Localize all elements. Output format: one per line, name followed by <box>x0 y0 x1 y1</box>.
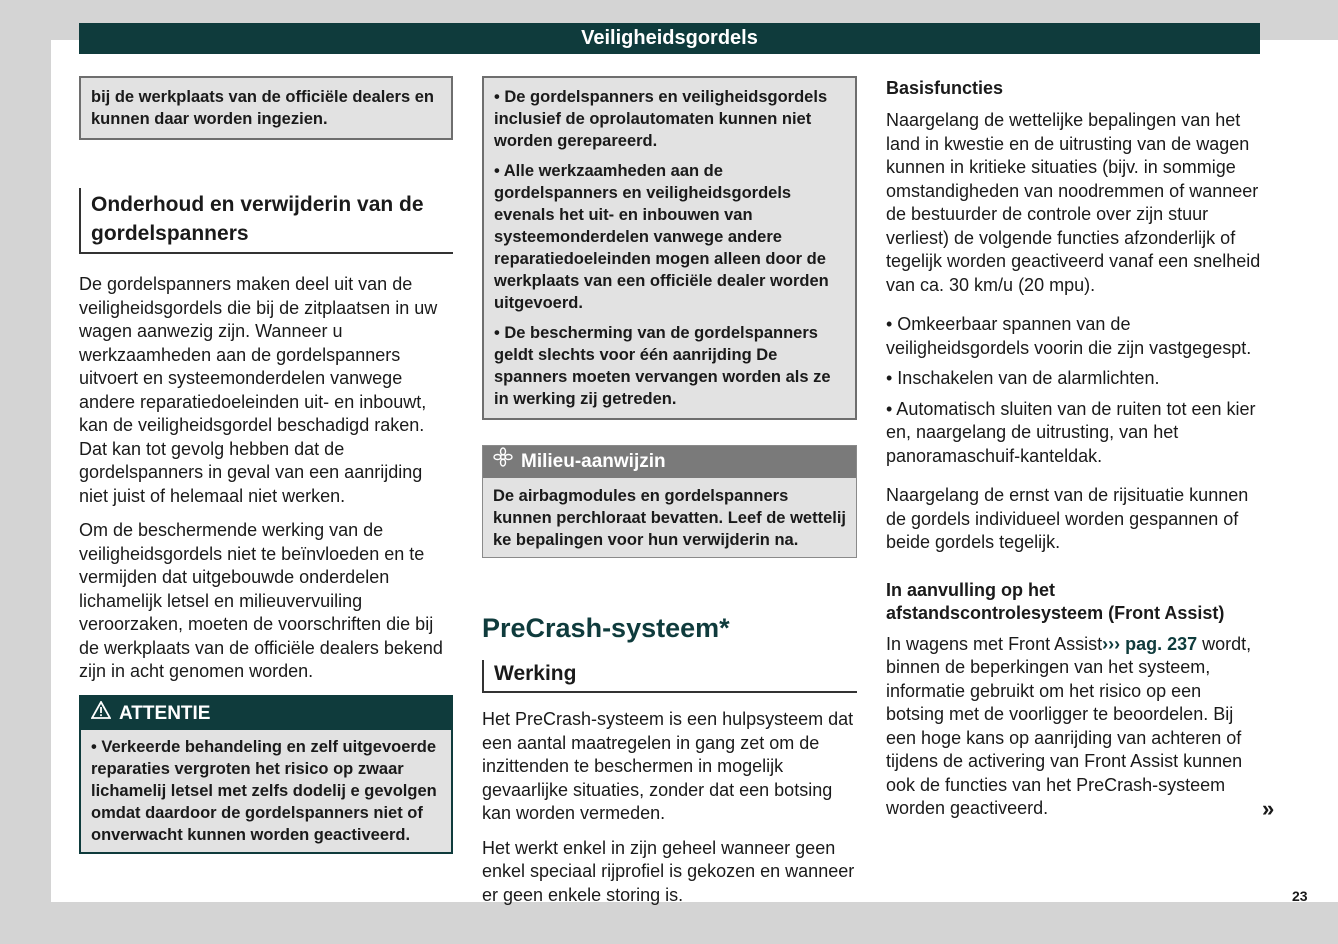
section-title-precrash: PreCrash-systeem* <box>482 613 730 643</box>
operation-paragraph-2: Het werkt enkel in zijn geheel wanneer geen enkel speciaal rijprofiel is gekozen en wanneer er geen enkele storing is. <box>482 837 855 905</box>
continued-note-box <box>79 76 453 140</box>
warning-triangle-icon <box>91 697 111 730</box>
subsection-title-operation: Werking <box>482 660 857 693</box>
operation-paragraph-1: Het PreCrash-systeem is een hulpsysteem dat een aantal maatregelen in gang zet om de inzittenden te beschermen in mogelijk gevaarlijke situaties, zonder dat een botsing kan worden vermeden. <box>482 709 854 823</box>
tensioning-paragraph: Naargelang de ernst van de rijsituatie kunnen de gordels individueel worden gespannen of beide gordels tegelijk. <box>886 485 1249 552</box>
maintenance-paragraph-2: Om de beschermende werking van de veiligheidsgordels niet te beïnvloeden en te vermijden dat uitgebouwde onderdelen lichamelijk letsel en milieuvervuiling veroorzaken, moeten de voorschriften die bij de werkplaats van de officiële dealers bekend zijn in acht genomen worden. <box>79 520 443 681</box>
column-middle <box>482 76 857 918</box>
warning-header <box>81 697 451 730</box>
function-list-item: • Omkeerbaar spannen van de veiligheidsgordels voorin die zijn vastgegespt. <box>886 314 1252 358</box>
flower-icon <box>493 446 513 478</box>
page-reference-arrows: ››› <box>1102 633 1121 654</box>
basic-functions-heading: Basisfuncties <box>886 78 1004 98</box>
basic-functions-paragraph: Naargelang de wettelijke bepalingen van het land in kwestie en de uitrusting van de wagen kunnen in kritieke situaties (bijv. in sommige omstandigheden van noodremmen of wanneer de bestuurder de controle over zijn stuur verliest) de volgende functies afzonderlijk of tegelijk worden geactiveerd vanaf een snelheid van ca. 30 km/u (20 mpu). <box>886 110 1261 295</box>
warning-box <box>79 695 453 854</box>
function-list-item: • Automatisch sluiten van de ruiten tot een kier en, naargelang de uitrusting, van het panoramaschuif-kanteldak. <box>886 398 1256 466</box>
environment-box <box>482 445 857 558</box>
function-list-item: • Inschakelen van de alarmlichten. <box>886 368 1160 388</box>
page-reference-link[interactable]: pag. 237 <box>1125 633 1198 654</box>
front-assist-heading: In aanvulling op het afstandscontrolesysteem (Front Assist) <box>886 579 1225 623</box>
environment-title: Milieu-aanwijzin <box>521 451 666 472</box>
continued-note-text: bij de werkplaats van de officiële dealers en kunnen daar worden ingezien. <box>91 88 434 128</box>
warning-title: ATTENTIE <box>119 702 211 724</box>
warning-item-4: • De bescherming van de gordelspanners geldt slechts voor één aanrijding De spanners moeten vervangen worden als ze in werking zij getreden. <box>494 324 831 408</box>
warning-continued-box <box>482 76 857 420</box>
operation-text <box>482 708 857 907</box>
continued-arrow-icon: » <box>1262 796 1275 821</box>
front-assist-body: wordt, binnen de beperkingen van het systeem, informatie gebruikt om het risico op een botsing met de voorligger te beoordelen. Bij een hoge kans op aanrijding van achteren of tijdens de activering van Front Assist kunnen ook de functies van het PreCrash-systeem worden geactiveerd. <box>886 633 1252 818</box>
column-left <box>79 76 453 854</box>
maintenance-paragraph-1: De gordelspanners maken deel uit van de veiligheidsgordels die bij de zitplaatsen in uw wagen aanwezig zijn. Wanneer u werkzaamheden aan de gordelspanners uitvoert en systeemonderdelen vanwege andere reparatiedoeleinden uit- en inbouwt, kan de veiligheidsgordel beschadigd raken. Dat kan tot gevolg hebben dat de gordelspanners in geval van een aanrijding niet juist of helemaal niet werken. <box>79 274 438 506</box>
front-assist-text <box>886 633 1262 821</box>
front-assist-intro: In wagens met Front Assist <box>886 633 1103 654</box>
environment-text: De airbagmodules en gordelspanners kunnen perchloraat bevatten. Leef de wettelij ke bepalingen voor hun verwijderin na. <box>493 487 847 549</box>
chapter-header: Veiligheidsgordels <box>79 23 1260 54</box>
page-number: 23 <box>1292 888 1308 904</box>
front-assist-paragraph <box>886 633 1262 821</box>
warning-item: • Verkeerde behandeling en zelf uitgevoerde reparaties vergroten het risico op zwaar lichamelij letsel met zelfs dodelij e gevolgen omdat daardoor de gordelspanners niet of onverwacht kunnen worden geactiveerd. <box>91 737 437 844</box>
warning-item-2: • De gordelspanners en veiligheidsgordels inclusief de oprolautomaten kunnen niet worden gerepareerd. <box>494 88 828 150</box>
column-right <box>886 76 1262 832</box>
maintenance-text <box>79 273 453 684</box>
warning-item-3: • Alle werkzaamheden aan de gordelspanners en veiligheidsgordels evenals het uit- en inbouwen van systeemonderdelen vanwege andere reparatiedoeleinden mogen alleen door de werkplaats van een officiële dealer worden uitgevoerd. <box>494 162 829 312</box>
basic-functions-text <box>886 109 1262 555</box>
section-title-maintenance: Onderhoud en verwijderin van de gordelspanners <box>79 188 453 254</box>
environment-header <box>483 446 856 478</box>
